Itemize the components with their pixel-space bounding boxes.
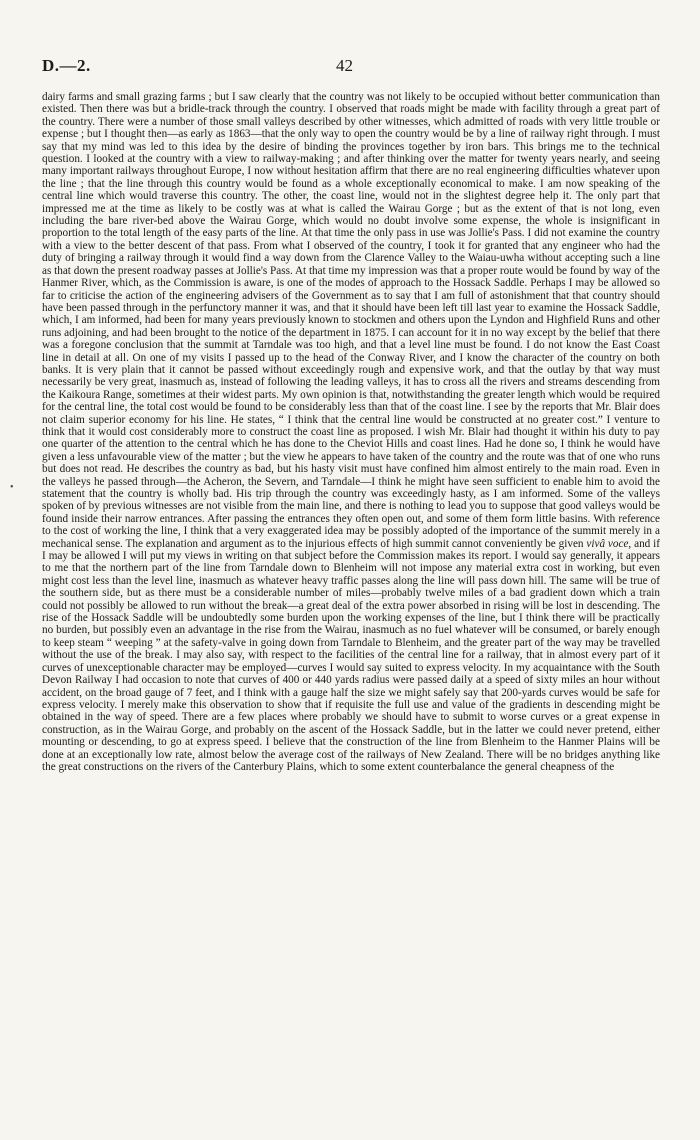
margin-mark: • [10,482,14,493]
page-number: 42 [336,56,353,75]
body-text-part-1: dairy farms and small grazing farms ; but I saw clearly that the country was not likely to be occupied without better communication than existed. Then there was but a bridle-track through the country. I observed that roads might be made with facility through a great part of the country. There were a number of those small valleys described by other witnesses, which admitted of roads with very little trouble or expense ; but I thought then—as early as 1863—that the only way to open the country would be by a line of railway right through. I must say that my mind was led to this idea by the desire of binding the provinces together by iron bars. This brings me to the technical question. I looked at the country with a view to railway-making ; and after thinking over the matter for twenty years nearly, and seeing many important railways throughout Europe, I now without hesitation affirm that there are no real engineering difficulties whatever upon the line ; that the line through this country would be found as a whole exceptionally economical to make. I am now speaking of the central line which would traverse this country. The other, the coast line, would not in the slightest degree help it. The only part that impressed me at the time as likely to be costly was at what is called the Wairau Gorge ; but as the extent of that is not long, even including the bare river-bed above the Wairau Gorge, which would no doubt involve some expense, the whole is insignificant in proportion to the total length of the easy parts of the line. At that time the only pass in use was Jollie's Pass. I did not examine the country with a view to the better descent of that pass. From what I observed of the country, I took it for granted that any engineer who had the duty of bringing a railway through it would find a way down from the Clarence Valley to the Waiau-uwha without accepting such a line as that down the present roadway passes at Jollie's Pass. At that time my impression was that a proper route would be found by way of the Hanmer River, which, as the Commission is aware, is one of the modes of approach to the Hossack Saddle. Perhaps I may be allowed so far to criticise the action of the engineering advisers of the Government as to say that I am full of astonishment that that country should have been passed through in the perfunctory manner it was, and that it should have been left till last year to examine the Hossack Saddle, which, I am informed, had been for many years previously known to stockmen and others upon the Lyndon and Highfield Runs and other runs adjoining, and had been brought to the notice of the department in 1875. I can account for it in no way except by the belief that there was a foregone conclusion that the summit at Tarndale was too high, and that a level line must be found. I do not know the East Coast line in detail at all. On one of my visits I passed up to the head of the Conway River, and I know the character of the country on both banks. It is very plain that it cannot be passed without exceedingly rough and expensive work, and that the outlay by that way must necessarily be very great, inasmuch as, instead of following the leading valleys, it has to cross all the rivers and streams descending from the Kaikoura Range, sometimes at their widest parts. My own opinion is that, notwithstanding the greater length which would be required for the central line, the total cost would be found to be considerably less than that of the coast line. I see by the reports that Mr. Blair does not claim superior economy for his line. He states, “ I think that the central line would be constructed at no greater cost.” I venture to think that it would cost considerably more to construct the coast line as proposed. I wish Mr. Blair had thought it within his duty to pay one quarter of the attention to the central which he has done to the Cheviot Hills and coast lines. Had he done so, I think he would have given a less unfavourable view of the matter ; but the view he appears to have taken of the country and the route was that of one who runs but does not read. He describes the country as bad, but his hasty visit must have confined him almost entirely to the main road. Even in the valleys he passed through—the Acheron, the Severn, and Tarndale—I think he might have seen sufficient to enable him to avoid the statement that the country is wholly bad. His trip through the country was exceedingly hasty, as I am informed. Some of the valleys spoken of by previous witnesses are not visible from the main line, and there is nothing to lead you to suppose that good valleys would be found inside their narrow entrances. After passing the entrances they often open out, and some of them form little basins. With reference to the cost of working the line, I think that a very exaggerated idea may be possibly adopted of the importance of the summit merely in a mechanical sense. The explanation and argument as to the injurious effects of high summit cannot conveniently be given [42,91,660,550]
body-paragraph [42,91,660,773]
document-reference: D.—2. [42,56,91,75]
body-text-part-2: , and if I may be allowed I will put my views in writing on that subject before the Commission makes its report. I would say generally, it appears to me that the northern part of the line from Tarndale down to Blenheim will not impose any material extra cost in working, but even might cost less than the level line, inasmuch as whatever heavy traffic passes along the line will pass down hill. The same will be true of the southern side, but as there must be a considerable number of miles—probably twelve miles of a bad gradient down which a train could not possibly be allowed to run without the break—a great deal of the extra power absorbed in rising will be lost in descending. The rise of the Hossack Saddle will be undoubtedly some burden upon the working expenses of the line, but I think there will be practically no burden, but possibly even an advantage in the rise from the Wairau, inasmuch as no fuel whatever will be consumed, or barely enough to keep steam “ weeping ” at the safety-valve in going down from Tarndale to Blenheim, and the greater part of the way may be travelled without the use of the break. I may also say, with respect to the facilities of the central line for a railway, that in almost every part of it curves of unexceptionable character may be employed—curves I would say suited to express velocity. In my acquaintance with the South Devon Railway I had occasion to note that curves of 400 or 440 yards radius were passed daily at a speed of sixty miles an hour without accident, on the broad gauge of 7 feet, and I think with a gauge half the size we might safely say that 200-yards curves would be safe for express velocity. I merely make this observation to show that if requisite the full use and value of the gradients in descending might be obtained in the way of speed. There are a few places where probably we should have to submit to worse curves or a great expense in construction, as in the Wairau Gorge, and probably on the ascent of the Hossack Saddle, but in the latter we could never pretend, either mounting or descending, to go at express speed. I believe that the construction of the line from Blenheim to the Hanmer Plains will be done at an exceptionally low rate, almost below the average cost of the railways of New Zealand. There will be no bridges anything like the great constructions on the rivers of the Canterbury Plains, which to some extent counterbalance the general cheapness of the [42,537,660,773]
body-text-italic: vivâ voce [586,537,629,550]
